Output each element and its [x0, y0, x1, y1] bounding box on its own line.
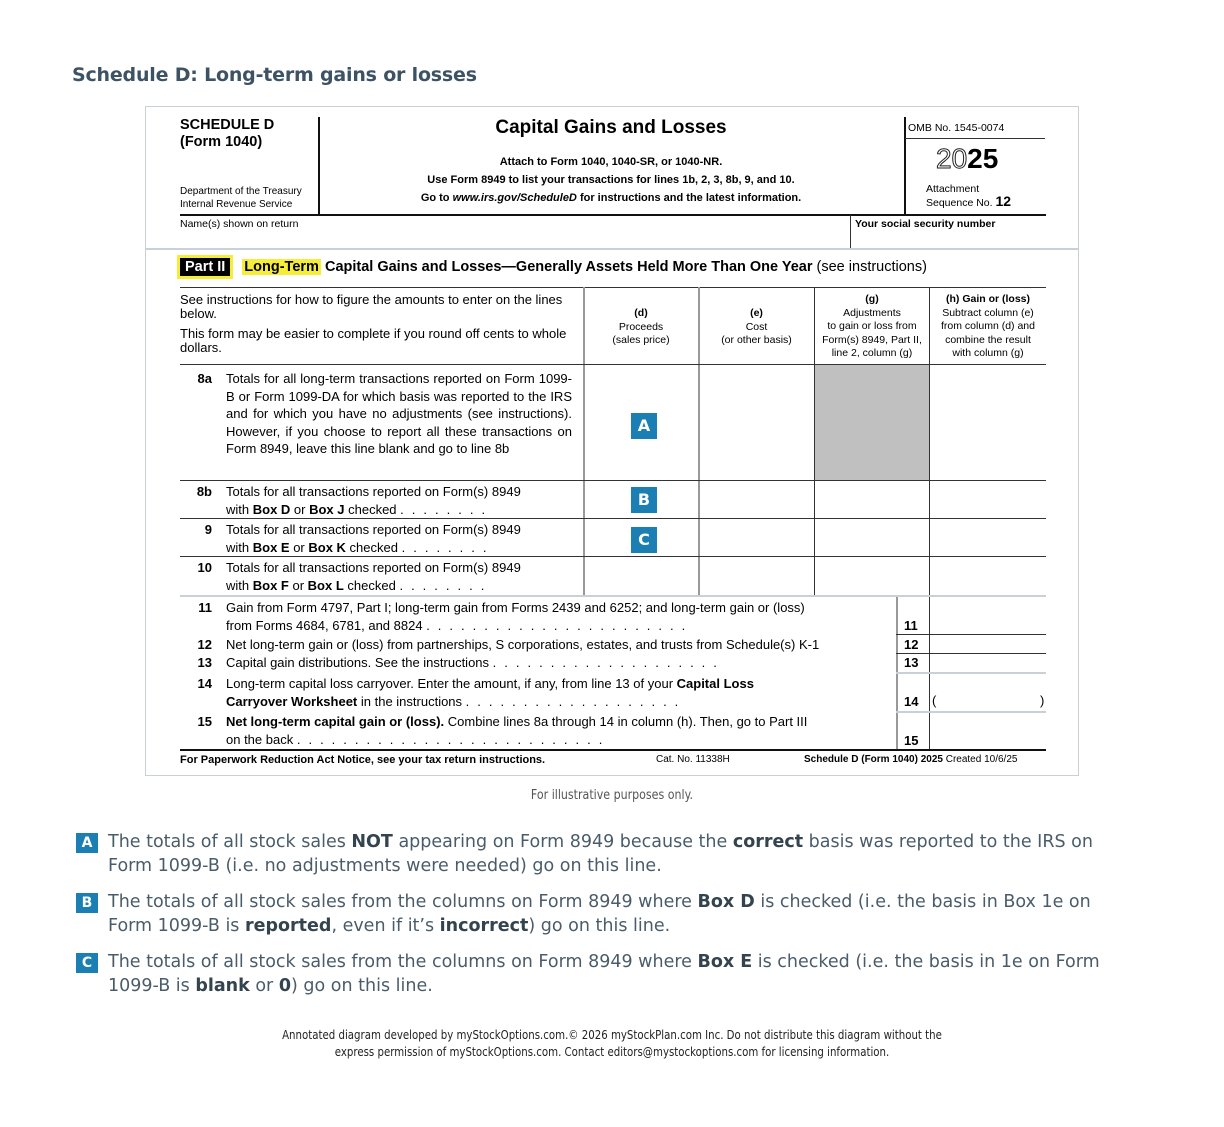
subtitle-goto: Go to www.irs.gov/ScheduleD for instructions and the latest information. [420, 192, 802, 204]
irs-link[interactable]: www.irs.gov/ScheduleD [452, 192, 577, 204]
divider [180, 214, 1046, 216]
note-b: B The totals of all stock sales from the columns on Form 8949 where Box D is checked (i.e. the basis in Box 1e on Form 1099-B is reported, even if it’s incorrect) go on this line. [76, 890, 1136, 938]
omb-number: OMB No. 1545-0074 [908, 122, 1005, 134]
subtitle-form8949: Use Form 8949 to list your transactions for lines 1b, 2, 3, 8b, 9, and 10. [427, 174, 795, 186]
input-8a-e[interactable] [699, 365, 813, 479]
divider [146, 248, 1078, 250]
ssn-input[interactable] [852, 229, 1046, 249]
divider [905, 138, 1045, 139]
divider [896, 634, 1046, 635]
divider [180, 287, 1046, 288]
input-8a-h[interactable] [930, 365, 1046, 479]
divider [180, 556, 1046, 557]
schedule-label [180, 117, 274, 151]
footer-cat-no: Cat. No. 11338H [656, 754, 730, 765]
tax-year: 2025 [936, 143, 999, 174]
instructions: See instructions for how to figure the amounts to enter on the lines below. This form may be easier to complete if you round off cents to whole dollars. [180, 292, 567, 355]
department [180, 185, 302, 211]
box-15: 15 [904, 733, 919, 748]
col-d-header: (d) Proceeds (sales price) [612, 307, 670, 346]
names-input[interactable] [180, 229, 848, 249]
part-badge: Part II [180, 258, 230, 276]
paren-close: ) [1040, 693, 1045, 708]
ssn-field-label: Your social security number [855, 218, 996, 230]
schedule-d-form: SCHEDULE D (Form 1040) Department of the Treasury Internal Revenue Service Capital Gains and Losses Attach to Form 1040, 1040-SR, or 1040-NR. Use Form 8949 to list your transactions for lines 1b, 2, 3, 8b, 9, and 10. Go to www.irs.gov/ScheduleD for instructions and the latest information. OMB No. 1545-0074 2025 Attachment Sequence No. 12 Name(s) shown on return Your social security number Part II Long-Term Capital Gains and Losses—Generally Assets Held More Than One Year (see instructions) See instructions for how to figure the amounts to enter on the lines below. This form may be easier to complete if you round off cents to whole dollars. (d) Proceeds (sales price) (e) Cost (or other basis) (g) Adjustments to gain or loss from Form(s) 8949, Part II, line 2, column (g) (h) Gain or (loss) Subtract column (e) from column (d) and combine the result with column (g) 8a Totals for all long-term transactions reported on Form 1099-B or Form 1099-DA for which basis was reported to the IRS and for which you have no adjustments (see instructions). However, if you choose to report all these transactions on Form 8949, leave this line blank and go to line 8b A 8b Totals for all transactions reported on Form(s) 8949 with Box D or Box J checked ........ B 9 Totals for all transactions reported on Form(s) 8949 with Box E or Box K checked ........ C 10 Totals for all transactions reported on Form(s) 8949 with Box F or Box L checked ........ 11 Gain from Form 4797, Part I; long-term gain from Forms 2439 and 6252; and long-term gain or (loss) from Forms 4684, 6781, and 8824 ....................... 11 12 Net long-term gain or (loss) from partnerships, S corporations, estates, and trusts from Schedule(s) K-1 12 13 Capital gain distributions. See the instructions .................... 13 14 Long-term capital loss carryover. Enter the amount, if any, from line 13 of your Capital Loss Carryover Worksheet in the instructions ................... 14 ( ) 15 Net long-term capital gain or (loss). Combine lines 8a through 14 in column (h). Then, go to Part III on the back ........................... 15 For Paperwork Reduction Act Notice, see your tax return instructions. Cat. No. 11338H Schedule D (Form 1040) 2025 Created 10/6/25 [145, 106, 1079, 776]
sequence-number: 12 [995, 193, 1012, 209]
copyright-credit: Annotated diagram developed by myStockOptions.com.© 2026 myStockPlan.com Inc. Do not distribute this diagram without the express permission of myStockOptions.com. Contact editors@mystockoptions.com for licensing information. [282, 1028, 942, 1059]
note-badge-c: C [76, 953, 98, 973]
note-c: C The totals of all stock sales from the columns on Form 8949 where Box E is checked (i.e. the basis in 1e on Form 1099-B is blank or 0) go on this line. [76, 950, 1136, 998]
divider [318, 117, 320, 215]
page-title: Schedule D: Long-term gains or losses [72, 64, 477, 86]
dept-line2: Internal Revenue Service [180, 199, 293, 210]
divider [180, 518, 1046, 519]
divider [896, 711, 1046, 713]
divider [896, 672, 1046, 674]
divider [180, 595, 1046, 597]
box-13: 13 [904, 655, 919, 670]
note-a: A The totals of all stock sales NOT appearing on Form 8949 because the correct basis was reported to the IRS on Form 1099-B (i.e. no adjustments were needed) go on this line. [76, 830, 1136, 878]
divider [850, 215, 851, 249]
highlight-long-term: Long-Term [244, 259, 319, 275]
divider [904, 117, 906, 215]
footer-schedule-ref: Schedule D (Form 1040) 2025 Created 10/6/25 [804, 754, 1018, 765]
box-12: 12 [904, 637, 919, 652]
note-badge-b: B [76, 893, 98, 913]
note-badge-a: A [76, 833, 98, 853]
subtitle-attach: Attach to Form 1040, 1040-SR, or 1040-NR. [499, 156, 723, 168]
illustrative-note: For illustrative purposes only. [530, 788, 694, 803]
annotation-notes [76, 830, 1136, 1010]
divider [180, 480, 1046, 481]
dept-line1: Department of the Treasury [180, 186, 302, 197]
paren-open: ( [932, 693, 937, 708]
col-h-header: (h) Gain or (loss) Subtract column (e) from column (d) and combine the result with column (g) [941, 293, 1035, 359]
names-field-label: Name(s) shown on return [180, 218, 299, 230]
col-g-header: (g) Adjustments to gain or loss from Form(s) 8949, Part II, line 2, column (g) [822, 293, 922, 359]
box-14: 14 [904, 694, 919, 709]
badge-c: C [631, 527, 657, 553]
box-11: 11 [904, 618, 918, 633]
form-subtitles [321, 153, 901, 207]
shaded-cell-8a-g [815, 365, 929, 480]
form-ref: (Form 1040) [180, 134, 263, 150]
attachment-sequence: Attachment Sequence No. 12 [926, 183, 1012, 209]
part-ii-header: Part II Long-Term Capital Gains and Losses—Generally Assets Held More Than One Year (see instructions) [180, 259, 927, 275]
badge-b: B [631, 487, 657, 513]
schedule-name: SCHEDULE D [180, 117, 275, 133]
form-title: Capital Gains and Losses [495, 117, 727, 138]
footer-paperwork: For Paperwork Reduction Act Notice, see your tax return instructions. [180, 754, 546, 766]
col-e-header: (e) Cost (or other basis) [721, 307, 792, 346]
badge-a: A [631, 413, 657, 439]
divider [896, 653, 1046, 654]
divider [180, 749, 1046, 751]
